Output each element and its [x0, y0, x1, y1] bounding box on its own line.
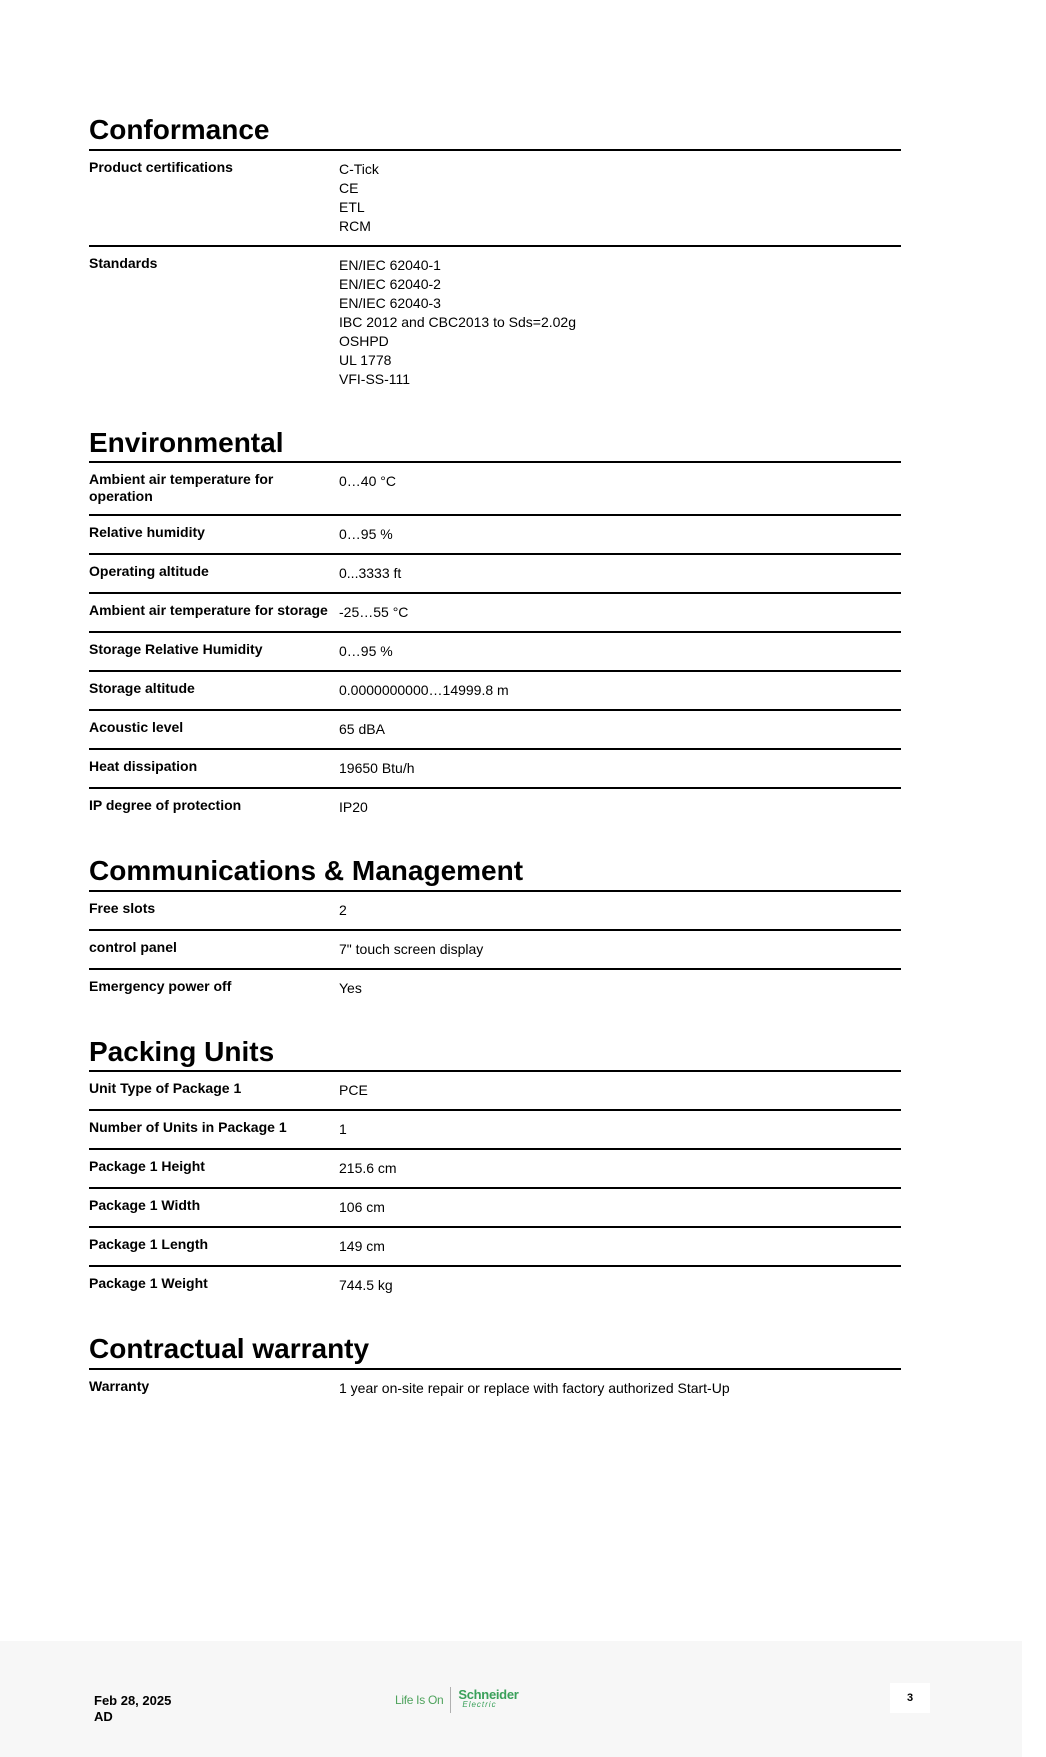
table-row — [89, 970, 901, 1007]
row-value — [339, 158, 901, 236]
row-value: 215.6 cm — [339, 1160, 397, 1177]
table-row — [89, 555, 901, 594]
table-row — [89, 1111, 901, 1150]
value-line: OSHPD — [339, 332, 389, 349]
value-line: C-Tick — [339, 160, 379, 177]
value-line: RCM — [339, 217, 371, 234]
row-value: 0…95 % — [339, 526, 393, 543]
section-conformance — [89, 113, 901, 398]
table-row — [89, 1370, 901, 1407]
row-value: -25…55 °C — [339, 604, 409, 621]
value-line: UL 1778 — [339, 351, 392, 368]
value-line: VFI-SS-111 — [339, 370, 411, 387]
row-label: Acoustic level — [89, 719, 184, 736]
row-label: Package 1 Length — [89, 1236, 209, 1253]
row-label: Free slots — [89, 899, 156, 916]
section-packing-units — [89, 1035, 901, 1305]
row-label: Storage altitude — [89, 680, 195, 697]
section-warranty — [89, 1332, 901, 1407]
section-title: Contractual warranty — [89, 1332, 901, 1370]
row-value: 65 dBA — [339, 721, 385, 738]
table-row — [89, 711, 901, 750]
table-row — [89, 516, 901, 555]
table-row — [89, 1228, 901, 1267]
brand-subname: Electric — [462, 1700, 497, 1709]
row-label: Heat dissipation — [89, 758, 198, 775]
datasheet-content — [89, 113, 901, 1435]
row-value: IP20 — [339, 799, 368, 816]
row-label: Emergency power off — [89, 977, 232, 994]
row-value: Yes — [339, 979, 362, 996]
footer-date-block — [94, 1693, 171, 1725]
schneider-logo — [395, 1686, 519, 1714]
row-value: 1 year on-site repair or replace with factory authorized Start-Up — [339, 1379, 730, 1396]
row-label: Storage Relative Humidity — [89, 641, 263, 658]
table-row — [89, 931, 901, 970]
table-row — [89, 672, 901, 711]
section-title: Communications & Management — [89, 854, 901, 892]
row-value: 0…40 °C — [339, 473, 396, 490]
table-row — [89, 594, 901, 633]
row-label: IP degree of protection — [89, 797, 242, 814]
table-row — [89, 463, 901, 516]
row-label: control panel — [89, 938, 177, 955]
section-title: Conformance — [89, 113, 901, 151]
section-environmental — [89, 426, 901, 827]
table-row — [89, 633, 901, 672]
row-label: Product certifications — [89, 158, 233, 175]
table-row — [89, 750, 901, 789]
row-value: 744.5 kg — [339, 1277, 393, 1294]
value-line: IBC 2012 and CBC2013 to Sds=2.02g — [339, 313, 577, 330]
row-value — [339, 254, 901, 389]
row-label: Operating altitude — [89, 563, 209, 580]
row-value: 7" touch screen display — [339, 940, 484, 957]
value-line: EN/IEC 62040-1 — [339, 256, 441, 273]
row-value: PCE — [339, 1082, 368, 1099]
value-line: EN/IEC 62040-2 — [339, 275, 441, 292]
table-row — [89, 247, 901, 398]
row-label: Unit Type of Package 1 — [89, 1080, 242, 1097]
logo-divider — [450, 1687, 451, 1713]
table-row — [89, 1072, 901, 1111]
row-label: Relative humidity — [89, 524, 205, 541]
value-line: CE — [339, 179, 359, 196]
footer-date: Feb 28, 2025 — [94, 1693, 172, 1708]
row-value: 0.0000000000…14999.8 m — [339, 682, 509, 699]
table-row — [89, 789, 901, 826]
row-label: Standards — [89, 254, 158, 271]
table-row — [89, 151, 901, 247]
value-line: EN/IEC 62040-3 — [339, 294, 441, 311]
section-communications — [89, 854, 901, 1007]
brand-name: Schneider — [458, 1687, 519, 1702]
row-label: Warranty — [89, 1377, 150, 1394]
row-value: 106 cm — [339, 1199, 385, 1216]
page-footer — [0, 1641, 1022, 1757]
row-label: Package 1 Height — [89, 1158, 205, 1175]
page-number: 3 — [890, 1683, 930, 1713]
row-label: Package 1 Width — [89, 1197, 201, 1214]
brand-wordmark — [458, 1687, 519, 1710]
tagline: Life Is On — [395, 1693, 444, 1707]
row-value: 2 — [339, 901, 347, 918]
row-label: Ambient air temperature for operation — [89, 471, 274, 505]
table-row — [89, 1150, 901, 1189]
row-label: Ambient air temperature for storage — [89, 602, 328, 619]
row-value: 19650 Btu/h — [339, 760, 415, 777]
value-line: ETL — [339, 198, 365, 215]
row-value: 0...3333 ft — [339, 565, 402, 582]
table-row — [89, 1189, 901, 1228]
row-label: Number of Units in Package 1 — [89, 1119, 287, 1136]
row-value: 1 — [339, 1121, 347, 1138]
table-row — [89, 1267, 901, 1304]
row-value: 0…95 % — [339, 643, 393, 660]
section-title: Environmental — [89, 426, 901, 464]
footer-code: AD — [94, 1709, 113, 1724]
row-value: 149 cm — [339, 1238, 385, 1255]
section-title: Packing Units — [89, 1035, 901, 1073]
table-row — [89, 892, 901, 931]
row-label: Package 1 Weight — [89, 1275, 208, 1292]
